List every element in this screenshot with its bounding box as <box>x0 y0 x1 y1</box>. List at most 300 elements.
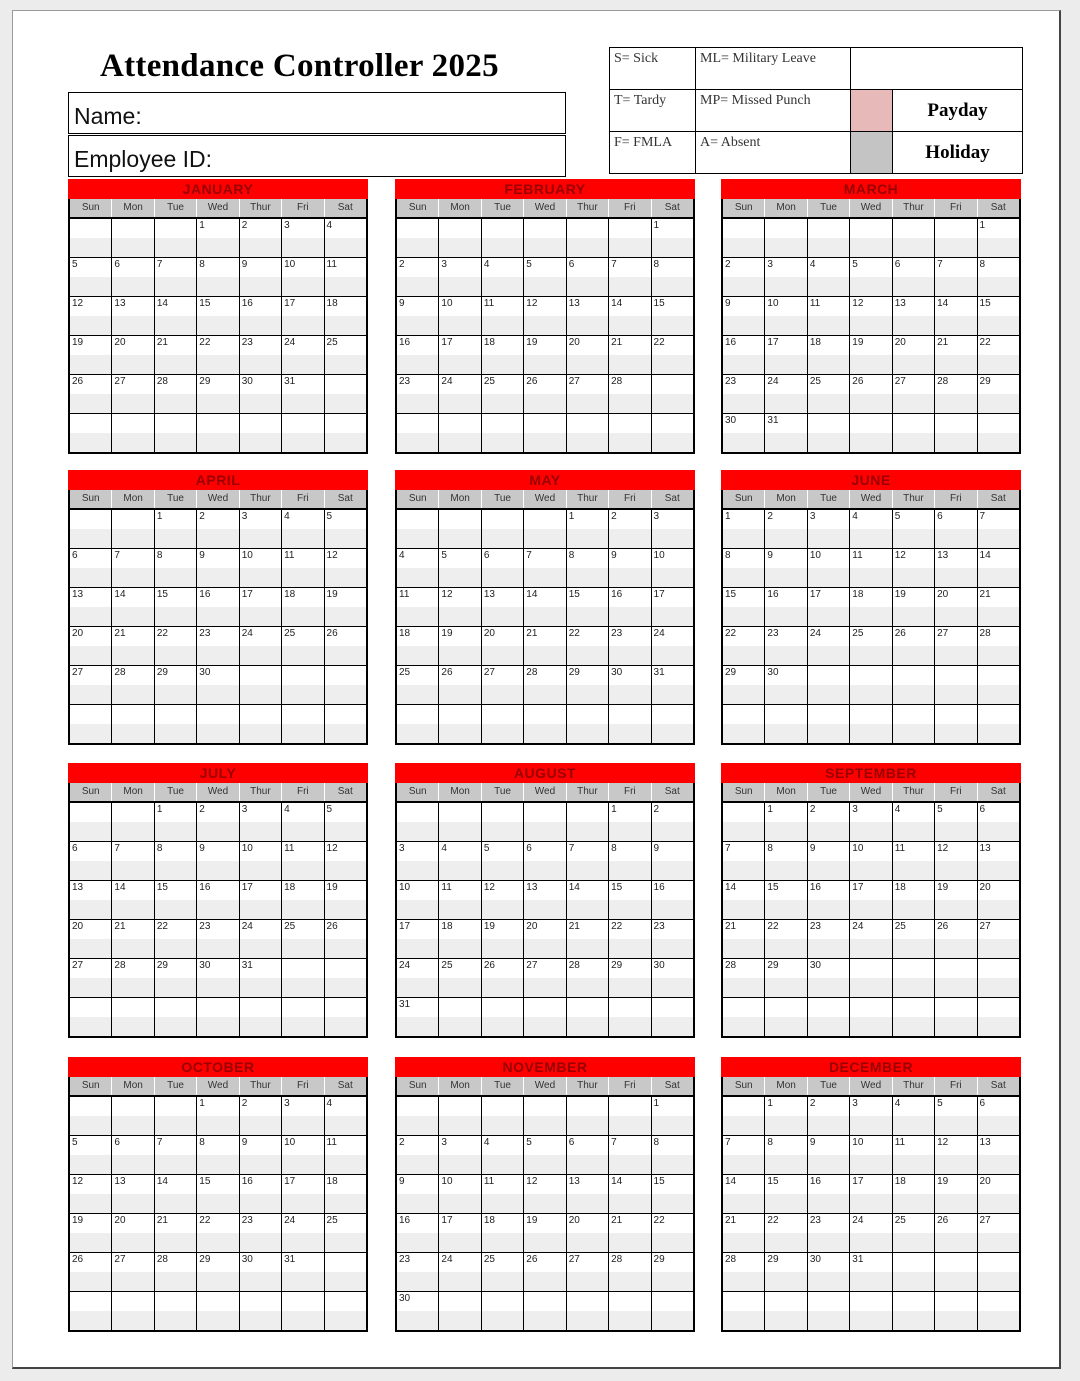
day-cell[interactable] <box>325 549 366 587</box>
day-cell[interactable] <box>282 959 324 997</box>
day-cell[interactable] <box>978 627 1019 665</box>
day-cell[interactable] <box>70 842 112 880</box>
day-cell[interactable] <box>282 1175 324 1213</box>
day-cell[interactable] <box>567 803 609 841</box>
day-cell[interactable] <box>609 510 651 548</box>
day-cell[interactable] <box>893 627 935 665</box>
day-cell[interactable] <box>935 1175 977 1213</box>
day-cell[interactable] <box>482 627 524 665</box>
day-cell[interactable] <box>567 1214 609 1252</box>
day-cell[interactable] <box>850 375 892 413</box>
day-cell[interactable] <box>652 219 693 257</box>
day-cell[interactable] <box>765 1097 807 1135</box>
day-cell[interactable] <box>808 705 850 743</box>
day-cell[interactable] <box>609 998 651 1036</box>
day-cell[interactable] <box>850 920 892 958</box>
day-cell[interactable] <box>567 1253 609 1291</box>
day-cell[interactable] <box>197 258 239 296</box>
day-cell[interactable] <box>935 1097 977 1135</box>
day-cell[interactable] <box>524 1136 566 1174</box>
day-cell[interactable] <box>765 375 807 413</box>
day-cell[interactable] <box>524 627 566 665</box>
day-cell[interactable] <box>70 336 112 374</box>
day-cell[interactable] <box>325 627 366 665</box>
day-cell[interactable] <box>70 1253 112 1291</box>
day-cell[interactable] <box>197 842 239 880</box>
day-cell[interactable] <box>240 666 282 704</box>
day-cell[interactable] <box>978 258 1019 296</box>
day-cell[interactable] <box>155 881 197 919</box>
day-cell[interactable] <box>765 297 807 335</box>
day-cell[interactable] <box>112 1175 154 1213</box>
day-cell[interactable] <box>282 920 324 958</box>
day-cell[interactable] <box>197 881 239 919</box>
day-cell[interactable] <box>850 219 892 257</box>
day-cell[interactable] <box>893 588 935 626</box>
day-cell[interactable] <box>70 414 112 452</box>
day-cell[interactable] <box>935 510 977 548</box>
day-cell[interactable] <box>765 414 807 452</box>
day-cell[interactable] <box>397 414 439 452</box>
day-cell[interactable] <box>439 920 481 958</box>
day-cell[interactable] <box>609 258 651 296</box>
day-cell[interactable] <box>652 705 693 743</box>
day-cell[interactable] <box>765 588 807 626</box>
day-cell[interactable] <box>155 627 197 665</box>
day-cell[interactable] <box>112 1097 154 1135</box>
day-cell[interactable] <box>567 1292 609 1330</box>
day-cell[interactable] <box>609 666 651 704</box>
day-cell[interactable] <box>808 959 850 997</box>
day-cell[interactable] <box>978 666 1019 704</box>
day-cell[interactable] <box>482 881 524 919</box>
day-cell[interactable] <box>850 1292 892 1330</box>
day-cell[interactable] <box>524 803 566 841</box>
day-cell[interactable] <box>70 803 112 841</box>
day-cell[interactable] <box>723 1214 765 1252</box>
day-cell[interactable] <box>609 1175 651 1213</box>
day-cell[interactable] <box>978 549 1019 587</box>
day-cell[interactable] <box>765 1292 807 1330</box>
day-cell[interactable] <box>567 920 609 958</box>
day-cell[interactable] <box>893 375 935 413</box>
day-cell[interactable] <box>240 1175 282 1213</box>
day-cell[interactable] <box>978 1136 1019 1174</box>
day-cell[interactable] <box>482 588 524 626</box>
day-cell[interactable] <box>282 1253 324 1291</box>
day-cell[interactable] <box>439 1136 481 1174</box>
day-cell[interactable] <box>935 959 977 997</box>
day-cell[interactable] <box>935 803 977 841</box>
day-cell[interactable] <box>439 1175 481 1213</box>
day-cell[interactable] <box>240 705 282 743</box>
day-cell[interactable] <box>325 588 366 626</box>
day-cell[interactable] <box>935 1214 977 1252</box>
name-field[interactable] <box>68 92 566 134</box>
day-cell[interactable] <box>893 959 935 997</box>
day-cell[interactable] <box>652 375 693 413</box>
day-cell[interactable] <box>112 1253 154 1291</box>
day-cell[interactable] <box>282 1292 324 1330</box>
day-cell[interactable] <box>240 414 282 452</box>
day-cell[interactable] <box>850 258 892 296</box>
day-cell[interactable] <box>893 258 935 296</box>
day-cell[interactable] <box>524 1253 566 1291</box>
day-cell[interactable] <box>240 1292 282 1330</box>
day-cell[interactable] <box>609 219 651 257</box>
day-cell[interactable] <box>765 219 807 257</box>
day-cell[interactable] <box>155 1097 197 1135</box>
day-cell[interactable] <box>524 666 566 704</box>
day-cell[interactable] <box>155 219 197 257</box>
day-cell[interactable] <box>609 1253 651 1291</box>
day-cell[interactable] <box>935 297 977 335</box>
day-cell[interactable] <box>397 920 439 958</box>
day-cell[interactable] <box>240 549 282 587</box>
day-cell[interactable] <box>70 510 112 548</box>
day-cell[interactable] <box>652 414 693 452</box>
day-cell[interactable] <box>978 959 1019 997</box>
day-cell[interactable] <box>240 881 282 919</box>
day-cell[interactable] <box>439 705 481 743</box>
day-cell[interactable] <box>723 1292 765 1330</box>
day-cell[interactable] <box>240 1214 282 1252</box>
day-cell[interactable] <box>935 998 977 1036</box>
day-cell[interactable] <box>70 627 112 665</box>
day-cell[interactable] <box>197 375 239 413</box>
day-cell[interactable] <box>652 258 693 296</box>
day-cell[interactable] <box>765 842 807 880</box>
day-cell[interactable] <box>112 588 154 626</box>
day-cell[interactable] <box>482 549 524 587</box>
day-cell[interactable] <box>567 258 609 296</box>
day-cell[interactable] <box>609 842 651 880</box>
day-cell[interactable] <box>723 1253 765 1291</box>
day-cell[interactable] <box>112 375 154 413</box>
day-cell[interactable] <box>524 998 566 1036</box>
day-cell[interactable] <box>850 998 892 1036</box>
day-cell[interactable] <box>325 414 366 452</box>
day-cell[interactable] <box>935 414 977 452</box>
day-cell[interactable] <box>112 666 154 704</box>
day-cell[interactable] <box>439 510 481 548</box>
day-cell[interactable] <box>155 959 197 997</box>
day-cell[interactable] <box>567 666 609 704</box>
day-cell[interactable] <box>397 588 439 626</box>
day-cell[interactable] <box>397 336 439 374</box>
day-cell[interactable] <box>397 959 439 997</box>
day-cell[interactable] <box>197 959 239 997</box>
day-cell[interactable] <box>112 336 154 374</box>
day-cell[interactable] <box>112 219 154 257</box>
day-cell[interactable] <box>850 414 892 452</box>
day-cell[interactable] <box>112 414 154 452</box>
day-cell[interactable] <box>567 959 609 997</box>
day-cell[interactable] <box>850 510 892 548</box>
day-cell[interactable] <box>652 1292 693 1330</box>
day-cell[interactable] <box>723 336 765 374</box>
day-cell[interactable] <box>155 375 197 413</box>
day-cell[interactable] <box>808 414 850 452</box>
day-cell[interactable] <box>397 219 439 257</box>
day-cell[interactable] <box>723 297 765 335</box>
day-cell[interactable] <box>609 1097 651 1135</box>
day-cell[interactable] <box>397 1136 439 1174</box>
day-cell[interactable] <box>723 510 765 548</box>
day-cell[interactable] <box>850 297 892 335</box>
day-cell[interactable] <box>282 297 324 335</box>
day-cell[interactable] <box>282 414 324 452</box>
day-cell[interactable] <box>282 588 324 626</box>
day-cell[interactable] <box>935 549 977 587</box>
day-cell[interactable] <box>282 1097 324 1135</box>
day-cell[interactable] <box>935 920 977 958</box>
day-cell[interactable] <box>808 881 850 919</box>
day-cell[interactable] <box>765 510 807 548</box>
day-cell[interactable] <box>723 1175 765 1213</box>
day-cell[interactable] <box>765 881 807 919</box>
day-cell[interactable] <box>808 1292 850 1330</box>
day-cell[interactable] <box>723 219 765 257</box>
day-cell[interactable] <box>808 336 850 374</box>
day-cell[interactable] <box>652 881 693 919</box>
day-cell[interactable] <box>652 1136 693 1174</box>
day-cell[interactable] <box>850 705 892 743</box>
day-cell[interactable] <box>893 1175 935 1213</box>
day-cell[interactable] <box>808 549 850 587</box>
day-cell[interactable] <box>282 510 324 548</box>
day-cell[interactable] <box>652 297 693 335</box>
day-cell[interactable] <box>197 1175 239 1213</box>
day-cell[interactable] <box>112 549 154 587</box>
day-cell[interactable] <box>935 1253 977 1291</box>
day-cell[interactable] <box>567 375 609 413</box>
day-cell[interactable] <box>439 627 481 665</box>
day-cell[interactable] <box>482 297 524 335</box>
day-cell[interactable] <box>282 842 324 880</box>
day-cell[interactable] <box>70 375 112 413</box>
day-cell[interactable] <box>652 998 693 1036</box>
day-cell[interactable] <box>70 219 112 257</box>
day-cell[interactable] <box>935 1292 977 1330</box>
day-cell[interactable] <box>893 920 935 958</box>
day-cell[interactable] <box>112 803 154 841</box>
day-cell[interactable] <box>723 588 765 626</box>
day-cell[interactable] <box>439 549 481 587</box>
day-cell[interactable] <box>723 666 765 704</box>
day-cell[interactable] <box>482 510 524 548</box>
day-cell[interactable] <box>112 1292 154 1330</box>
day-cell[interactable] <box>524 881 566 919</box>
day-cell[interactable] <box>325 219 366 257</box>
day-cell[interactable] <box>70 549 112 587</box>
day-cell[interactable] <box>808 219 850 257</box>
day-cell[interactable] <box>567 414 609 452</box>
day-cell[interactable] <box>70 1136 112 1174</box>
day-cell[interactable] <box>197 666 239 704</box>
day-cell[interactable] <box>397 1292 439 1330</box>
day-cell[interactable] <box>723 1097 765 1135</box>
day-cell[interactable] <box>482 258 524 296</box>
day-cell[interactable] <box>240 375 282 413</box>
day-cell[interactable] <box>850 842 892 880</box>
day-cell[interactable] <box>893 1097 935 1135</box>
day-cell[interactable] <box>112 510 154 548</box>
day-cell[interactable] <box>567 998 609 1036</box>
day-cell[interactable] <box>524 375 566 413</box>
employee-id-field[interactable] <box>68 135 566 177</box>
day-cell[interactable] <box>397 842 439 880</box>
day-cell[interactable] <box>609 920 651 958</box>
day-cell[interactable] <box>609 414 651 452</box>
day-cell[interactable] <box>155 666 197 704</box>
day-cell[interactable] <box>935 666 977 704</box>
day-cell[interactable] <box>524 219 566 257</box>
day-cell[interactable] <box>325 881 366 919</box>
day-cell[interactable] <box>978 1175 1019 1213</box>
day-cell[interactable] <box>850 959 892 997</box>
day-cell[interactable] <box>808 588 850 626</box>
day-cell[interactable] <box>282 881 324 919</box>
day-cell[interactable] <box>567 549 609 587</box>
day-cell[interactable] <box>439 881 481 919</box>
day-cell[interactable] <box>978 1214 1019 1252</box>
day-cell[interactable] <box>978 219 1019 257</box>
day-cell[interactable] <box>850 1097 892 1135</box>
day-cell[interactable] <box>850 1253 892 1291</box>
day-cell[interactable] <box>609 1292 651 1330</box>
day-cell[interactable] <box>765 959 807 997</box>
day-cell[interactable] <box>197 705 239 743</box>
day-cell[interactable] <box>723 959 765 997</box>
day-cell[interactable] <box>765 627 807 665</box>
day-cell[interactable] <box>397 1214 439 1252</box>
day-cell[interactable] <box>609 627 651 665</box>
day-cell[interactable] <box>808 666 850 704</box>
day-cell[interactable] <box>893 842 935 880</box>
day-cell[interactable] <box>197 1097 239 1135</box>
day-cell[interactable] <box>482 803 524 841</box>
day-cell[interactable] <box>240 510 282 548</box>
day-cell[interactable] <box>723 549 765 587</box>
day-cell[interactable] <box>197 336 239 374</box>
day-cell[interactable] <box>240 998 282 1036</box>
day-cell[interactable] <box>482 414 524 452</box>
day-cell[interactable] <box>112 1136 154 1174</box>
day-cell[interactable] <box>240 842 282 880</box>
day-cell[interactable] <box>397 627 439 665</box>
day-cell[interactable] <box>808 297 850 335</box>
day-cell[interactable] <box>325 842 366 880</box>
day-cell[interactable] <box>439 1253 481 1291</box>
day-cell[interactable] <box>567 627 609 665</box>
day-cell[interactable] <box>482 705 524 743</box>
day-cell[interactable] <box>524 336 566 374</box>
day-cell[interactable] <box>978 1292 1019 1330</box>
day-cell[interactable] <box>325 1175 366 1213</box>
day-cell[interactable] <box>482 1097 524 1135</box>
day-cell[interactable] <box>567 336 609 374</box>
day-cell[interactable] <box>282 998 324 1036</box>
day-cell[interactable] <box>397 510 439 548</box>
day-cell[interactable] <box>893 510 935 548</box>
day-cell[interactable] <box>70 588 112 626</box>
day-cell[interactable] <box>808 998 850 1036</box>
day-cell[interactable] <box>978 414 1019 452</box>
day-cell[interactable] <box>197 297 239 335</box>
day-cell[interactable] <box>978 803 1019 841</box>
day-cell[interactable] <box>893 219 935 257</box>
day-cell[interactable] <box>155 803 197 841</box>
day-cell[interactable] <box>978 375 1019 413</box>
day-cell[interactable] <box>723 881 765 919</box>
day-cell[interactable] <box>70 881 112 919</box>
day-cell[interactable] <box>197 1214 239 1252</box>
day-cell[interactable] <box>524 1175 566 1213</box>
day-cell[interactable] <box>439 588 481 626</box>
day-cell[interactable] <box>325 959 366 997</box>
day-cell[interactable] <box>197 219 239 257</box>
day-cell[interactable] <box>282 1214 324 1252</box>
day-cell[interactable] <box>397 258 439 296</box>
day-cell[interactable] <box>978 881 1019 919</box>
day-cell[interactable] <box>723 920 765 958</box>
day-cell[interactable] <box>935 881 977 919</box>
day-cell[interactable] <box>723 842 765 880</box>
day-cell[interactable] <box>482 959 524 997</box>
day-cell[interactable] <box>850 549 892 587</box>
day-cell[interactable] <box>609 1136 651 1174</box>
day-cell[interactable] <box>652 920 693 958</box>
day-cell[interactable] <box>325 920 366 958</box>
day-cell[interactable] <box>652 842 693 880</box>
day-cell[interactable] <box>240 627 282 665</box>
day-cell[interactable] <box>850 881 892 919</box>
day-cell[interactable] <box>935 842 977 880</box>
day-cell[interactable] <box>155 998 197 1036</box>
day-cell[interactable] <box>567 1097 609 1135</box>
day-cell[interactable] <box>70 258 112 296</box>
day-cell[interactable] <box>808 375 850 413</box>
day-cell[interactable] <box>978 1253 1019 1291</box>
day-cell[interactable] <box>723 803 765 841</box>
day-cell[interactable] <box>935 627 977 665</box>
day-cell[interactable] <box>524 1097 566 1135</box>
day-cell[interactable] <box>850 588 892 626</box>
day-cell[interactable] <box>482 1175 524 1213</box>
day-cell[interactable] <box>397 998 439 1036</box>
day-cell[interactable] <box>197 549 239 587</box>
day-cell[interactable] <box>325 998 366 1036</box>
day-cell[interactable] <box>935 1136 977 1174</box>
day-cell[interactable] <box>652 588 693 626</box>
day-cell[interactable] <box>70 1214 112 1252</box>
day-cell[interactable] <box>282 258 324 296</box>
day-cell[interactable] <box>524 1214 566 1252</box>
day-cell[interactable] <box>325 666 366 704</box>
day-cell[interactable] <box>609 336 651 374</box>
day-cell[interactable] <box>240 297 282 335</box>
day-cell[interactable] <box>524 959 566 997</box>
day-cell[interactable] <box>439 803 481 841</box>
day-cell[interactable] <box>723 1136 765 1174</box>
day-cell[interactable] <box>155 1292 197 1330</box>
day-cell[interactable] <box>112 297 154 335</box>
day-cell[interactable] <box>524 297 566 335</box>
day-cell[interactable] <box>609 959 651 997</box>
day-cell[interactable] <box>197 1292 239 1330</box>
day-cell[interactable] <box>197 588 239 626</box>
